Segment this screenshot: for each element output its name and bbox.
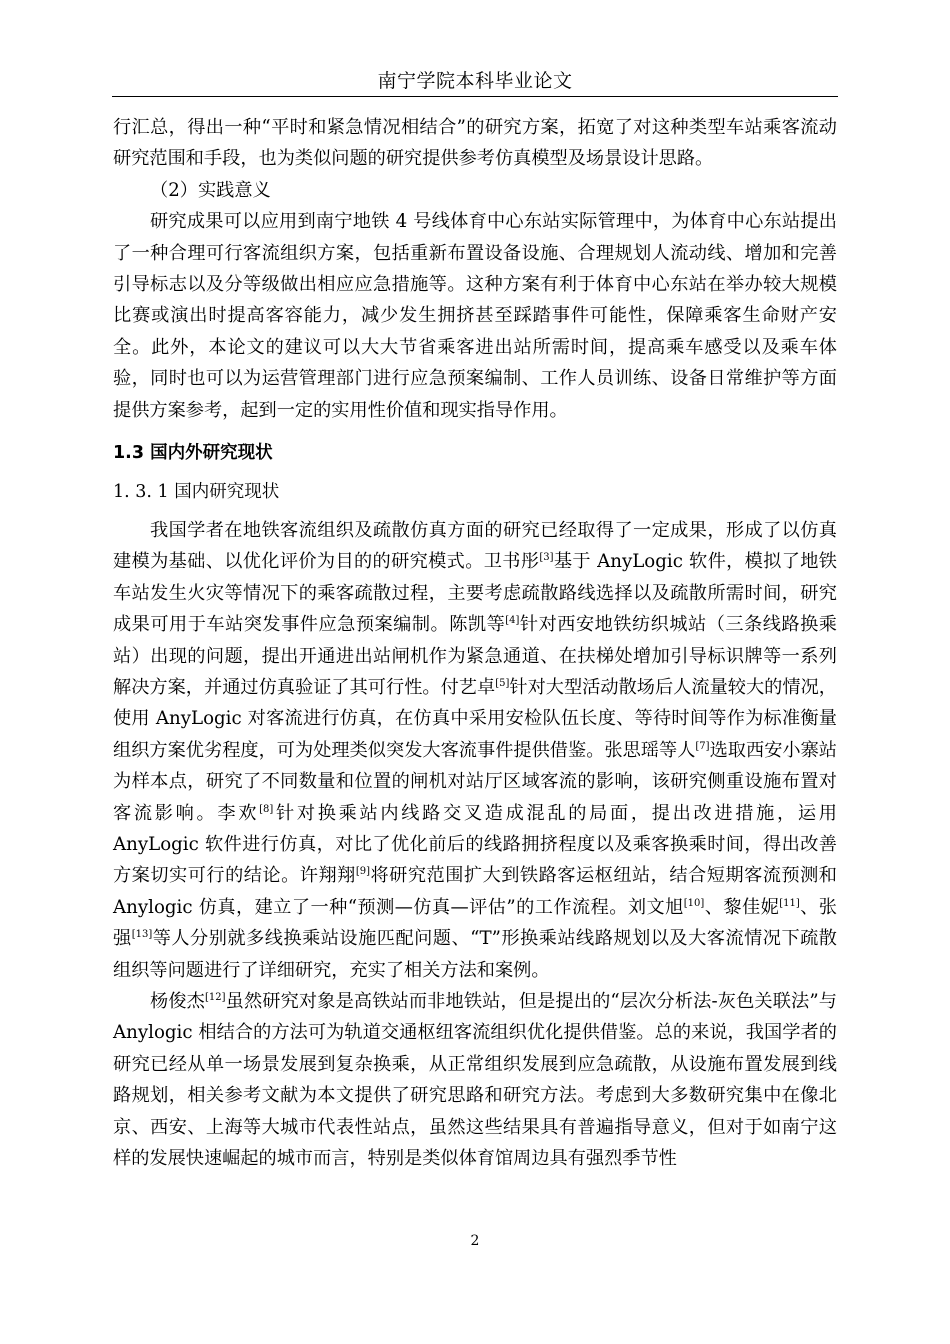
- header-rule: [112, 96, 838, 97]
- text-run: 将研究范围扩大到铁路客运枢纽站，结合短期客流预测和 Anylogic 仿真，建立了一种“预测—仿真—评估”的工作流程。刘文旭: [113, 865, 837, 918]
- subheading-practical-significance: （2）实践意义: [150, 179, 271, 201]
- citation-ref: [5]: [495, 677, 510, 689]
- citation-ref: [13]: [131, 929, 153, 941]
- text-run: 虽然研究对象是高铁站而非地铁站，但是提出的“层次分析法-灰色关联法”与 Anylogic 相结合的方法可为轨道交通枢纽客流组织优化提供借鉴。总的来说，我国学者的研究已经从单一场景发展到复杂换乘，从正常组织发展到应急疏散，从设施布置发展到线路规划，相关参考文献为本文提供了研究思路和研究方法。考虑到大多数研究集中在像北京、西安、上海等大城市代表性站点，虽然这些结果具有普遍指导意义，但对于如南宁这样的发展快速崛起的城市而言，特别是类似体育馆周边具有强烈季节性: [113, 990, 837, 1169]
- page-number: 2: [470, 1233, 480, 1249]
- running-header: 南宁学院本科毕业论文: [377, 70, 573, 92]
- text-run: 基于 AnyLogic 软件，模拟了地铁车站发生火灾等情况下的乘客疏散过程，主要考虑疏散路线选择以及疏散所需时间，研究成果可用于车站突发事件应急预案编制。陈凯等: [113, 551, 837, 636]
- citation-ref: [10]: [683, 897, 705, 909]
- paragraph-continuation: 行汇总，得出一种“平时和紧急情况相结合”的研究方案，拓宽了对这种类型车站乘客流动研究范围和手段，也为类似问题的研究提供参考仿真模型及场景设计思路。: [113, 117, 837, 170]
- text-run: 等人分别就多线换乘站设施匹配问题、“T”形换乘站线路规划以及大客流情况下疏散组织等问题进行了详细研究，充实了相关方法和案例。: [113, 928, 837, 981]
- citation-ref: [7]: [695, 740, 710, 752]
- section-heading-1-3: 1.3 国内外研究现状: [113, 443, 273, 464]
- text-run: 杨俊杰: [150, 990, 205, 1012]
- paragraph-summary: [113, 986, 837, 1174]
- text-run: 我国学者在地铁客流组织及疏散仿真方面的研究已经取得了一定成果，形成了以仿真建模为基础、以优化评价为目的的研究模式。卫书彤: [113, 519, 837, 573]
- text-run: 针对西安地铁纺织城站（三条线路换乘站）出现的问题，提出开通进出站闸机作为紧急通道、在扶梯处增加引导标识牌等一系列解决方案，并通过仿真验证了其可行性。付艺卓: [113, 614, 837, 698]
- paragraph-practical: 研究成果可以应用到南宁地铁 4 号线体育中心东站实际管理中，为体育中心东站提出了一种合理可行客流组织方案，包括重新布置设备设施、合理规划人流动线、增加和完善引导标志以及分等级做出相应应急措施等。这种方案有利于体育中心东站在举办较大规模比赛或演出时提高客容能力，减少发生拥挤甚至踩踏事件可能性，保障乘客生命财产安全。此外，本论文的建议可以大大节省乘客进出站所需时间，提高乘车感受以及乘车体验，同时也可以为运营管理部门进行应急预案编制、工作人员训练、设备日常维护等方面提供方案参考，起到一定的实用性价值和现实指导作用。: [113, 211, 837, 421]
- text-run: 、黎佳妮: [704, 896, 780, 918]
- citation-ref: [8]: [259, 803, 274, 815]
- body-text: [113, 112, 837, 1174]
- text-run: 针对换乘站内线路交叉造成混乱的局面，提出改进措施，运用 AnyLogic 软件进行仿真，对比了优化前后的线路拥挤程度以及乘客换乘时间，得出改善方案切实可行的结论。许翔翔: [113, 802, 837, 887]
- text-run: 针对大型活动散场后人流量较大的情况，使用 AnyLogic 对客流进行仿真，在仿真中采用安检队伍长度、等待时间等作为标准衡量组织方案优劣程度，可为处理类似突发大客流事件提供借鉴。张思瑶等人: [113, 676, 837, 761]
- citation-ref: [11]: [779, 897, 800, 909]
- citation-ref: [12]: [204, 991, 226, 1003]
- text-run: 选取西安小寨站为样本点，研究了不同数量和位置的闸机对站厅区域客流的影响，该研究侧重设施布置对客流影响。李欢: [113, 739, 837, 824]
- citation-ref: [3]: [539, 552, 554, 564]
- citation-ref: [4]: [505, 615, 520, 627]
- citation-ref: [9]: [355, 866, 370, 878]
- paragraph-domestic-research: [113, 515, 837, 986]
- text-run: 、张强: [113, 896, 837, 950]
- subsection-heading-1-3-1: 1. 3. 1 国内研究现状: [113, 482, 280, 503]
